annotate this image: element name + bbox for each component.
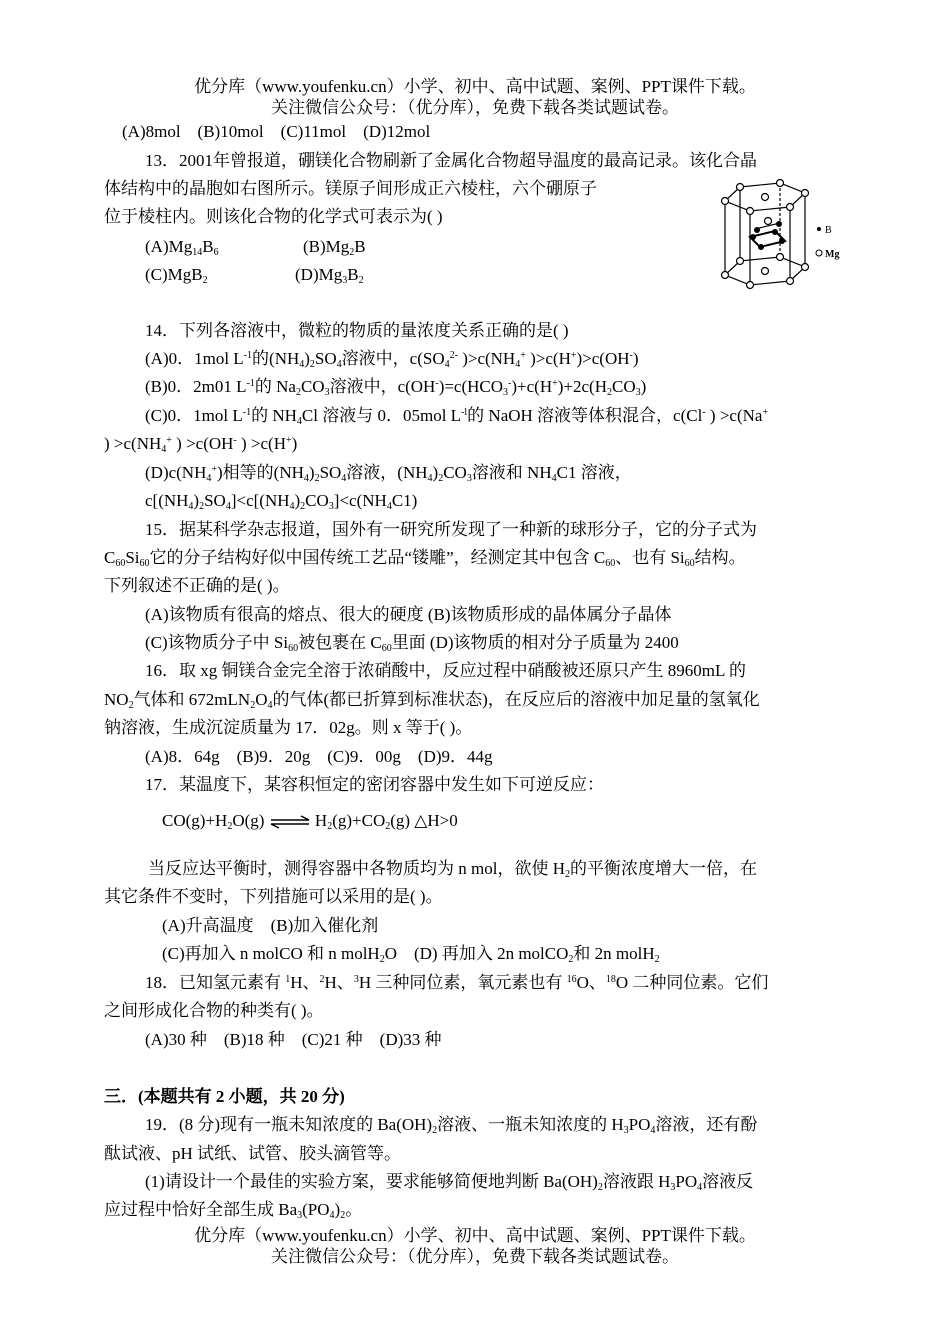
q16-line-1: 16．取 xg 铜镁合金完全溶于浓硝酸中，反应过程中硝酸被还原只产生 8960mL 的 (145, 661, 746, 680)
q17-line-4: 其它条件不变时，下列措施可以采用的是( )。 (104, 887, 443, 906)
header-line-2: 关注微信公众号：（优分库），免费下载各类试题试卷。 (271, 98, 679, 117)
q13-line-3: 位于棱柱内。则该化合物的化学式可表示为( ) (104, 207, 443, 226)
q18-line-1: 18．已知氢元素有 $^1$H、$^2$H、$^3$H 三种同位素，氧元素也有 $^{16}$O、$^{18}$O 二种同位素。它们 (145, 973, 769, 992)
q17-equation: $CO(g)+H_2O(g)$ $H_2(g)+CO_2(g)$ △H>0 (162, 811, 458, 832)
header-line-1: 优分库（www.youfenku.cn）小学、初中、高中试题、案例、PPT课件下载。 (194, 77, 756, 96)
q14-option-b: (B)0．2m01 $L^{-1}$的 $Na_2CO_3$溶液中，$c(OH^-)=c(HCO_3^-)+c(H^+)+2c(H_2CO_3)$ (145, 377, 647, 398)
q13-line-2: 体结构中的晶胞如右图所示。镁原子间形成正六棱柱，六个硼原子 (104, 179, 597, 198)
q17-options-ab: (A)升高温度 (B)加入催化剂 (162, 916, 379, 935)
q14-stem: 14．下列各溶液中，微粒的物质的量浓度关系正确的是( ) (145, 321, 569, 340)
mgb2-crystal-cell-figure (695, 175, 855, 295)
q19-part1-line-2: 应过程中恰好全部生成 $Ba_3(PO_4)_2$。 (104, 1200, 363, 1221)
q19-line-2: 酞试液、pH 试纸、试管、胶头滴管等。 (104, 1144, 402, 1163)
q13-option-d: $(D)Mg_3B_2$ (295, 265, 364, 286)
legend-mg-label: Mg (825, 249, 840, 260)
q15-line-2: $C_{60}Si_{60}$它的分子结构好似中国传统工艺品“镂雕”，经测定其中包含 $C_{60}$、也有 $Si_{60}$结构。 (104, 548, 746, 569)
q13-line-1: 13．2001年曾报道，硼镁化合物刷新了金属化合物超导温度的最高记录。该化合晶 (145, 151, 757, 170)
footer-line-2: 关注微信公众号：（优分库），免费下载各类试题试卷。 (271, 1247, 679, 1266)
q15-line-3: 下列叙述不正确的是( )。 (104, 576, 290, 595)
q15-options-ab: (A)该物质有很高的熔点、很大的硬度 (B)该物质形成的晶体属分子晶体 (145, 605, 672, 624)
q12-options: (A)8mol (B)10mol (C)11mol (D)12mol (122, 122, 431, 141)
legend-b-label: B (825, 225, 832, 236)
q15-options-cd: (C)该物质分子中 $Si_{60}$被包裹在 $C_{60}$里面 (D)该物质的相对分子质量为 2400 (145, 633, 679, 654)
q13-option-b: $(B)Mg_2B$ (303, 237, 366, 258)
q13-option-c: (C)MgB$_2$ (145, 265, 208, 286)
q16-options: (A)8．64g (B)9．20g (C)9．00g (D)9．44g (145, 747, 493, 766)
q17-line-3: 当反应达平衡时，测得容器中各物质均为 n mol，欲使 $H_2$的平衡浓度增大一倍，在 (148, 859, 757, 880)
q17-line-1: 17．某温度下，某容积恒定的密闭容器中发生如下可逆反应： (145, 775, 604, 794)
q14-option-a: (A)0．1mol $L^{-1}$的$(NH_4)_2SO_4$溶液中，$c(SO_4^{2-}$ )$>c(NH_4^+$ )>c(H+)>c(OH-) (145, 349, 639, 370)
q16-line-2: $NO_2$气体和 $672mLN_2O_4$的气体(都已折算到标准状态)，在反应后的溶液中加足量的氢氧化 (104, 690, 760, 711)
q16-line-3: 钠溶液，生成沉淀质量为 17．02g。则 x 等于( )。 (104, 718, 473, 737)
q18-options: (A)30 种 (B)18 种 (C)21 种 (D)33 种 (145, 1030, 442, 1049)
q14-option-d-cont: $c[(NH_4)_2SO_4]<c[(NH_4)_2CO_3]<c(NH_4C1)$ (145, 491, 418, 512)
section-3-title: 三．(本题共有 2 小题，共 20 分) (104, 1087, 345, 1106)
q14-option-c-cont: ) $>c(NH_4^+$ ) >c(OH- ) >c(H+) (104, 434, 298, 455)
q19-line-1: 19．(8 分)现有一瓶未知浓度的 $Ba(OH)_2$溶液、一瓶未知浓度的 $H_3PO_4$溶液，还有酚 (145, 1115, 758, 1136)
footer-line-1: 优分库（www.youfenku.cn）小学、初中、高中试题、案例、PPT课件下载。 (194, 1226, 756, 1245)
q14-option-d: $(D)c(NH_4^+)$相等的$(NH_4)_2SO_4$溶液，$(NH_4)_2CO_3$溶液和 $NH_4C1$ 溶液， (145, 463, 632, 484)
q18-line-2: 之间形成化合物的种类有( )。 (104, 1001, 324, 1020)
q14-option-c: (C)0．1mol $L^{-1}$的 $NH_4Cl$ 溶液与 0．05mol $L^{-l}$的 NaOH 溶液等体积混合，c(Cl- ) >c(Na+ (145, 406, 769, 427)
q13-option-a: $(A)Mg_{14}B_6$ (145, 237, 219, 258)
q15-line-1: 15．据某科学杂志报道，国外有一研究所发现了一种新的球形分子，它的分子式为 (145, 520, 757, 539)
q17-options-cd: (C)再加入 n molCO 和 n molH$_2$O (D) 再加入 2n molCO$_2$和 2n molH$_2$ (162, 944, 660, 965)
q19-part1-line-1: (1)请设计一个最佳的实验方案，要求能够简便地判断 $Ba(OH)_2$溶液跟 $H_3PO_4$溶液反 (145, 1172, 754, 1193)
equilibrium-arrow-icon (269, 815, 311, 829)
